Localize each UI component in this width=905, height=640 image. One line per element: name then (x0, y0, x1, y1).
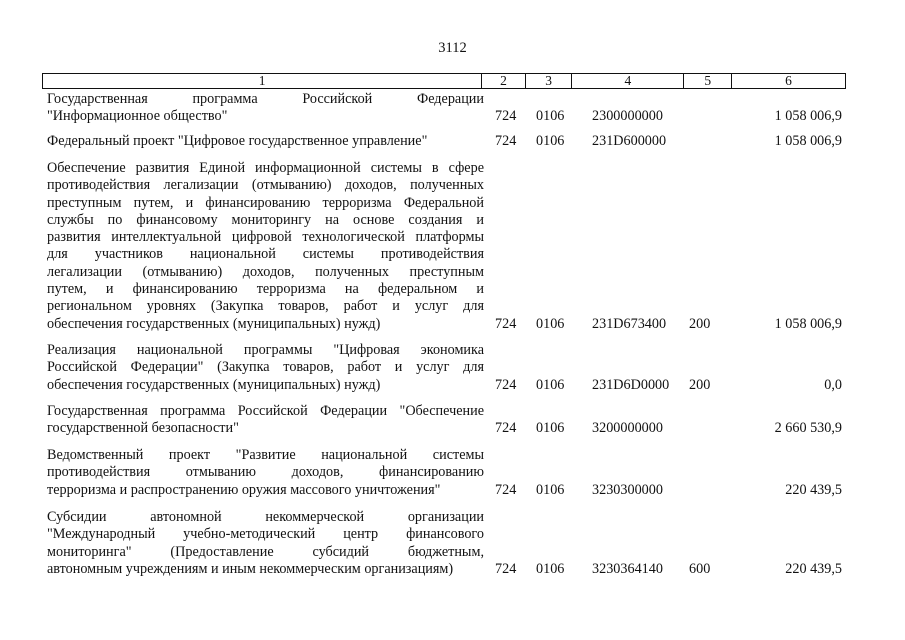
column-header-1: 1 (43, 74, 482, 88)
row-grbs: 724 (495, 481, 517, 498)
row-csr: 3200000000 (592, 420, 663, 437)
row-description: Ведомственный проект "Развитие национальной системы противодействия отмыванию доходов, финансированию терроризма и распространению оружия массового уничтожения" (47, 447, 484, 498)
table-row (42, 160, 846, 333)
row-rzpr: 0106 (536, 481, 565, 498)
row-sum: 1 058 006,9 (774, 108, 842, 125)
row-rzpr: 0106 (536, 420, 565, 437)
row-sum: 220 439,5 (785, 481, 842, 498)
row-sum: 1 058 006,9 (774, 133, 842, 149)
row-rzpr: 0106 (536, 133, 565, 149)
row-vr: 600 (689, 560, 711, 577)
row-description: Федеральный проект "Цифровое государственное управление" (47, 133, 428, 149)
row-grbs: 724 (495, 420, 517, 437)
row-grbs: 724 (495, 108, 517, 125)
column-header-2: 2 (482, 74, 526, 88)
column-header-3: 3 (526, 74, 573, 88)
row-description: Обеспечение развития Единой информационной системы в сфере противодействия легализации (отмыванию) доходов, полученных преступным путем, и финансированию терроризма Федеральной службы по финансовому мониторингу на основе создания и развития интеллектуальной цифровой технологической платформы для участников национальной системы противодействия легализации (отмыванию) доходов, полученных преступным путем, и финансированию терроризма на федеральном и региональном уровнях (Закупка товаров, работ и услуг для обеспечения государственных (муниципальных) нужд) (47, 160, 484, 332)
row-sum: 2 660 530,9 (774, 420, 842, 437)
page-number: 3112 (438, 40, 467, 56)
row-vr: 200 (689, 315, 711, 332)
row-grbs: 724 (495, 376, 517, 393)
row-rzpr: 0106 (536, 560, 565, 577)
row-rzpr: 0106 (536, 108, 565, 125)
row-csr: 2300000000 (592, 108, 663, 125)
row-grbs: 724 (495, 133, 517, 149)
row-csr: 231D6D0000 (592, 376, 670, 393)
row-description: Субсидии автономной некоммерческой организации "Международный учебно-методический центр финансового мониторинга" (Предоставление субсидий бюджетным, автономным учреждениям и иным некоммерческим организациям) (47, 509, 484, 577)
row-csr: 3230300000 (592, 481, 663, 498)
row-rzpr: 0106 (536, 315, 565, 332)
table-header (42, 73, 846, 89)
table-row (42, 403, 846, 438)
table-row (42, 342, 846, 394)
row-description: Государственная программа Российской Федерации "Обеспечение государственной безопасности" (47, 403, 484, 437)
row-sum: 1 058 006,9 (774, 315, 842, 332)
row-csr: 231D673400 (592, 315, 667, 332)
row-csr: 3230364140 (592, 560, 663, 577)
table-row (42, 133, 846, 150)
row-sum: 0,0 (824, 376, 842, 393)
row-csr: 231D600000 (592, 133, 667, 149)
row-description: Реализация национальной программы "Цифровая экономика Российской Федерации" (Закупка товаров, работ и услуг для обеспечения государственных (муниципальных) нужд) (47, 342, 484, 393)
row-grbs: 724 (495, 560, 517, 577)
row-vr: 200 (689, 376, 711, 393)
table-row (42, 91, 846, 126)
column-header-4: 4 (572, 74, 684, 88)
table-row (42, 447, 846, 499)
row-rzpr: 0106 (536, 376, 565, 393)
column-header-6: 6 (785, 73, 792, 88)
column-header-5: 5 (684, 74, 732, 88)
row-description: Государственная программа Российской Федерации "Информационное общество" (47, 91, 484, 125)
row-grbs: 724 (495, 315, 517, 332)
table-row (42, 509, 846, 578)
row-sum: 220 439,5 (785, 560, 842, 577)
